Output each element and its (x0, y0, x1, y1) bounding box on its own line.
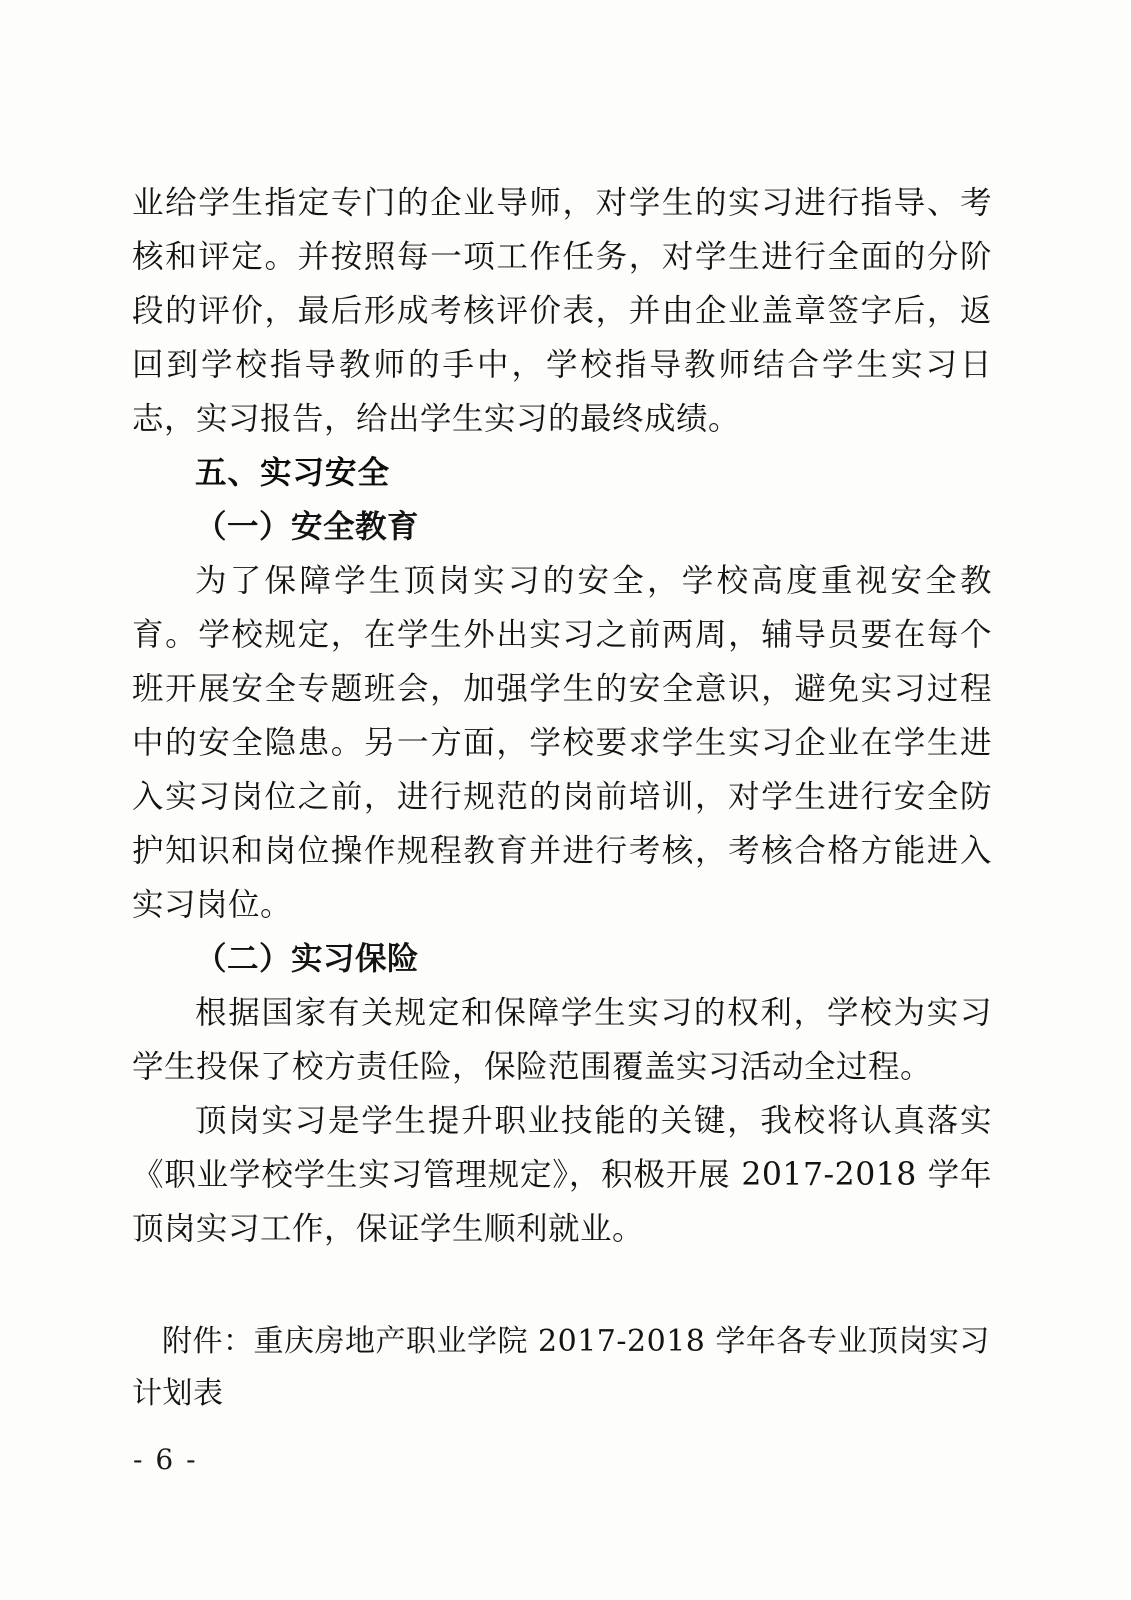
spacer (132, 1256, 992, 1316)
subsection-heading-internship-insurance: （二）实习保险 (195, 940, 420, 977)
subsection-heading-safety-education: （一）安全教育 (195, 508, 420, 545)
page-number: - 6 - (133, 1443, 198, 1476)
paragraph-closing: 顶岗实习是学生提升职业技能的关键，我校将认真落实《职业学校学生实习管理规定》，积极开展 2017-2018 学年顶岗实习工作，保证学生顺利就业。 (132, 1103, 992, 1247)
section-heading-five: 五、实习安全 (195, 454, 391, 491)
document-body (132, 176, 992, 1420)
paragraph-safety-education: 为了保障学生顶岗实习的安全，学校高度重视安全教育。学校规定，在学生外出实习之前两周，辅导员要在每个班开展安全专题班会，加强学生的安全意识，避免实习过程中的安全隐患。另一方面，学校要求学生实习企业在学生进入实习岗位之前，进行规范的岗前培训，对学生进行安全防护知识和岗位操作规程教育并进行考核，考核合格方能进入实习岗位。 (132, 563, 992, 923)
paragraph-internship-insurance: 根据国家有关规定和保障学生实习的权利，学校为实习学生投保了校方责任险，保险范围覆盖实习活动全过程。 (132, 995, 992, 1085)
paragraph-continued: 业给学生指定专门的企业导师，对学生的实习进行指导、考核和评定。并按照每一项工作任务，对学生进行全面的分阶段的评价，最后形成考核评价表，并由企业盖章签字后，返回到学校指导教师的手中，学校指导教师结合学生实习日志，实习报告，给出学生实习的最终成绩。 (132, 185, 992, 437)
attachment-reference: 附件：重庆房地产职业学院 2017-2018 学年各专业顶岗实习计划表 (132, 1324, 990, 1411)
